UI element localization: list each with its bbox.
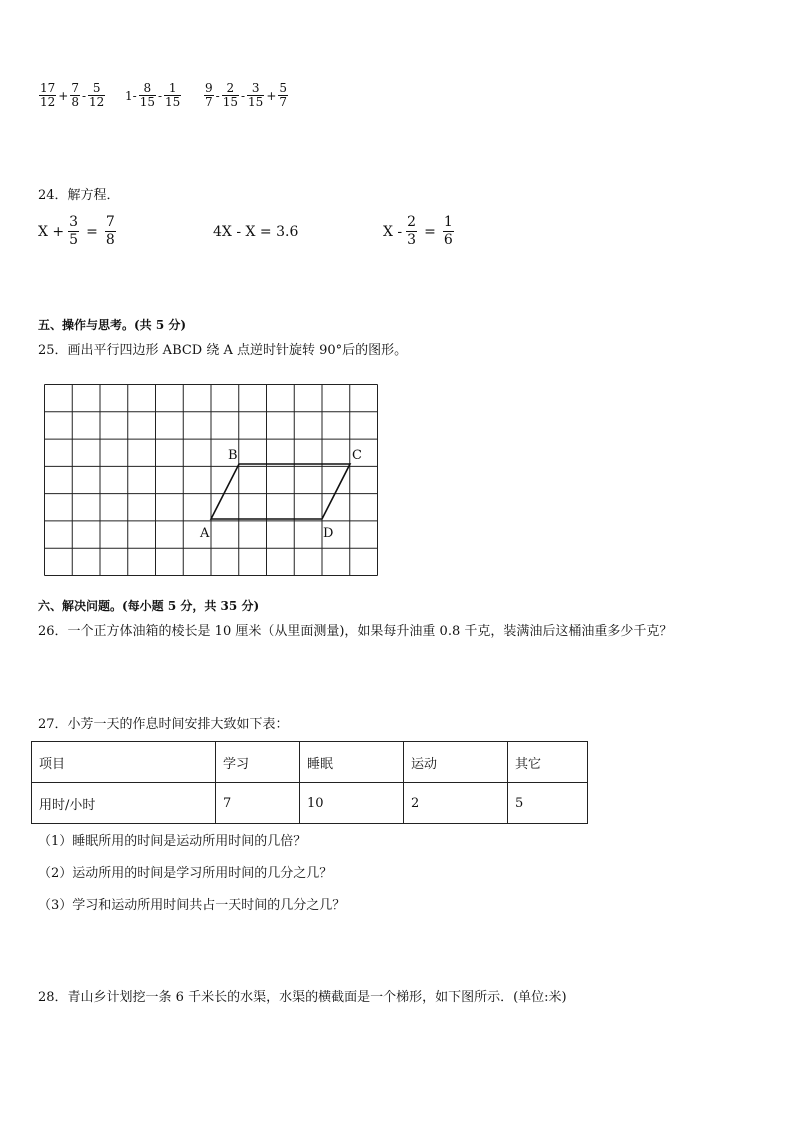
point-label-a: A [200, 526, 210, 541]
question-27-sub-2: （2）运动所用的时间是学习所用时间的几分之几？ [38, 866, 333, 881]
table-cell: 7 [216, 783, 300, 824]
table-cell: 睡眠 [300, 742, 404, 783]
table-cell: 2 [404, 783, 508, 824]
equation-2: 4X - X = 3.6 [213, 224, 299, 240]
equation-1: X + $\frac{3}{5}$ = $\frac{7}{8}$ [38, 214, 115, 248]
expression-1 [38, 82, 106, 109]
operator: + [58, 88, 69, 103]
fraction-denominator: 12 [40, 95, 56, 109]
table-cell: 项目 [32, 742, 216, 783]
fraction-numerator: 5 [92, 81, 101, 95]
fraction [247, 82, 264, 109]
point-label-b: B [228, 448, 238, 463]
question-28: 28．青山乡计划挖一条 6 千米长的水渠，水渠的横截面是一个梯形，如下图所示．(单位:米) [38, 990, 567, 1005]
expression-3 [203, 82, 289, 109]
fraction-denominator: 15 [139, 95, 155, 109]
fraction-denominator: 7 [205, 95, 213, 109]
equation-3-fraction-1: $\frac{2}{3}$ [407, 214, 417, 248]
table-cell: 学习 [216, 742, 300, 783]
point-label-d: D [323, 526, 334, 541]
question-26: 26．一个正方体油箱的棱长是 10 厘米（从里面测量)，如果每升油重 0.8 千克，装满油后这桶油重多少千克？ [38, 624, 673, 639]
operator: - [157, 88, 163, 103]
operator: + [266, 88, 277, 103]
fraction-numerator: 3 [251, 81, 260, 95]
equation-3: X - $\frac{2}{3}$ = $\frac{1}{6}$ [383, 214, 453, 248]
fraction-numerator: 2 [226, 81, 235, 95]
table-cell: 用时/小时 [32, 783, 216, 824]
table-cell: 5 [508, 783, 588, 824]
question-25: 25．画出平行四边形 ABCD 绕 A 点逆时针旋转 90°后的图形。 [38, 343, 408, 358]
operator: - [240, 88, 246, 103]
fraction-denominator: 12 [89, 95, 105, 109]
table-cell: 其它 [508, 742, 588, 783]
equation-1-lhs: X + [38, 223, 65, 240]
fraction-numerator: 17 [40, 81, 56, 95]
point-label-c: C [352, 448, 362, 463]
fraction-numerator: 5 [279, 81, 288, 95]
operator: 1- [125, 88, 137, 103]
fraction [222, 82, 239, 109]
fraction-numerator: 8 [143, 81, 152, 95]
equation-3-fraction-2: $\frac{1}{6}$ [443, 214, 453, 248]
section-5-heading: 五、操作与思考。(共 5 分) [38, 318, 187, 332]
fraction-denominator: 7 [279, 95, 288, 109]
fraction-denominator: 15 [222, 95, 238, 109]
operator: - [81, 88, 87, 103]
fraction-denominator: 8 [71, 95, 79, 109]
table-cell: 10 [300, 783, 404, 824]
equation-1-fraction-1: $\frac{3}{5}$ [69, 214, 79, 248]
table-cell: 运动 [404, 742, 508, 783]
fraction [88, 82, 105, 109]
table-row [32, 783, 588, 824]
fraction-denominator: 15 [165, 95, 181, 109]
grid-figure [43, 383, 383, 579]
fraction-numerator: 9 [205, 81, 213, 95]
operator: - [215, 88, 220, 103]
schedule-table [31, 741, 588, 824]
fraction-numerator: 7 [71, 81, 79, 95]
fraction-numerator: 1 [168, 81, 177, 95]
section-6-heading: 六、解决问题。(每小题 5 分，共 35 分) [38, 599, 260, 613]
question-24-title: 24．解方程． [38, 188, 120, 203]
fraction [70, 82, 80, 109]
parallelogram-abcd [211, 464, 350, 519]
equation-3-lhs: X - [383, 223, 403, 240]
equation-1-fraction-2: $\frac{7}{8}$ [105, 214, 115, 248]
fraction [278, 82, 288, 109]
grid-lines [45, 385, 378, 576]
fraction [164, 82, 181, 109]
fraction [139, 82, 156, 109]
question-27-sub-3: （3）学习和运动所用时间共占一天时间的几分之几？ [38, 898, 346, 913]
question-27-title: 27．小芳一天的作息时间安排大致如下表： [38, 717, 289, 732]
fraction [204, 82, 214, 109]
fraction-denominator: 15 [248, 95, 264, 109]
fraction [39, 82, 56, 109]
expression-2 [124, 82, 182, 109]
question-27-sub-1: （1）睡眠所用的时间是运动所用时间的几倍？ [38, 834, 307, 849]
table-header-row [32, 742, 588, 783]
